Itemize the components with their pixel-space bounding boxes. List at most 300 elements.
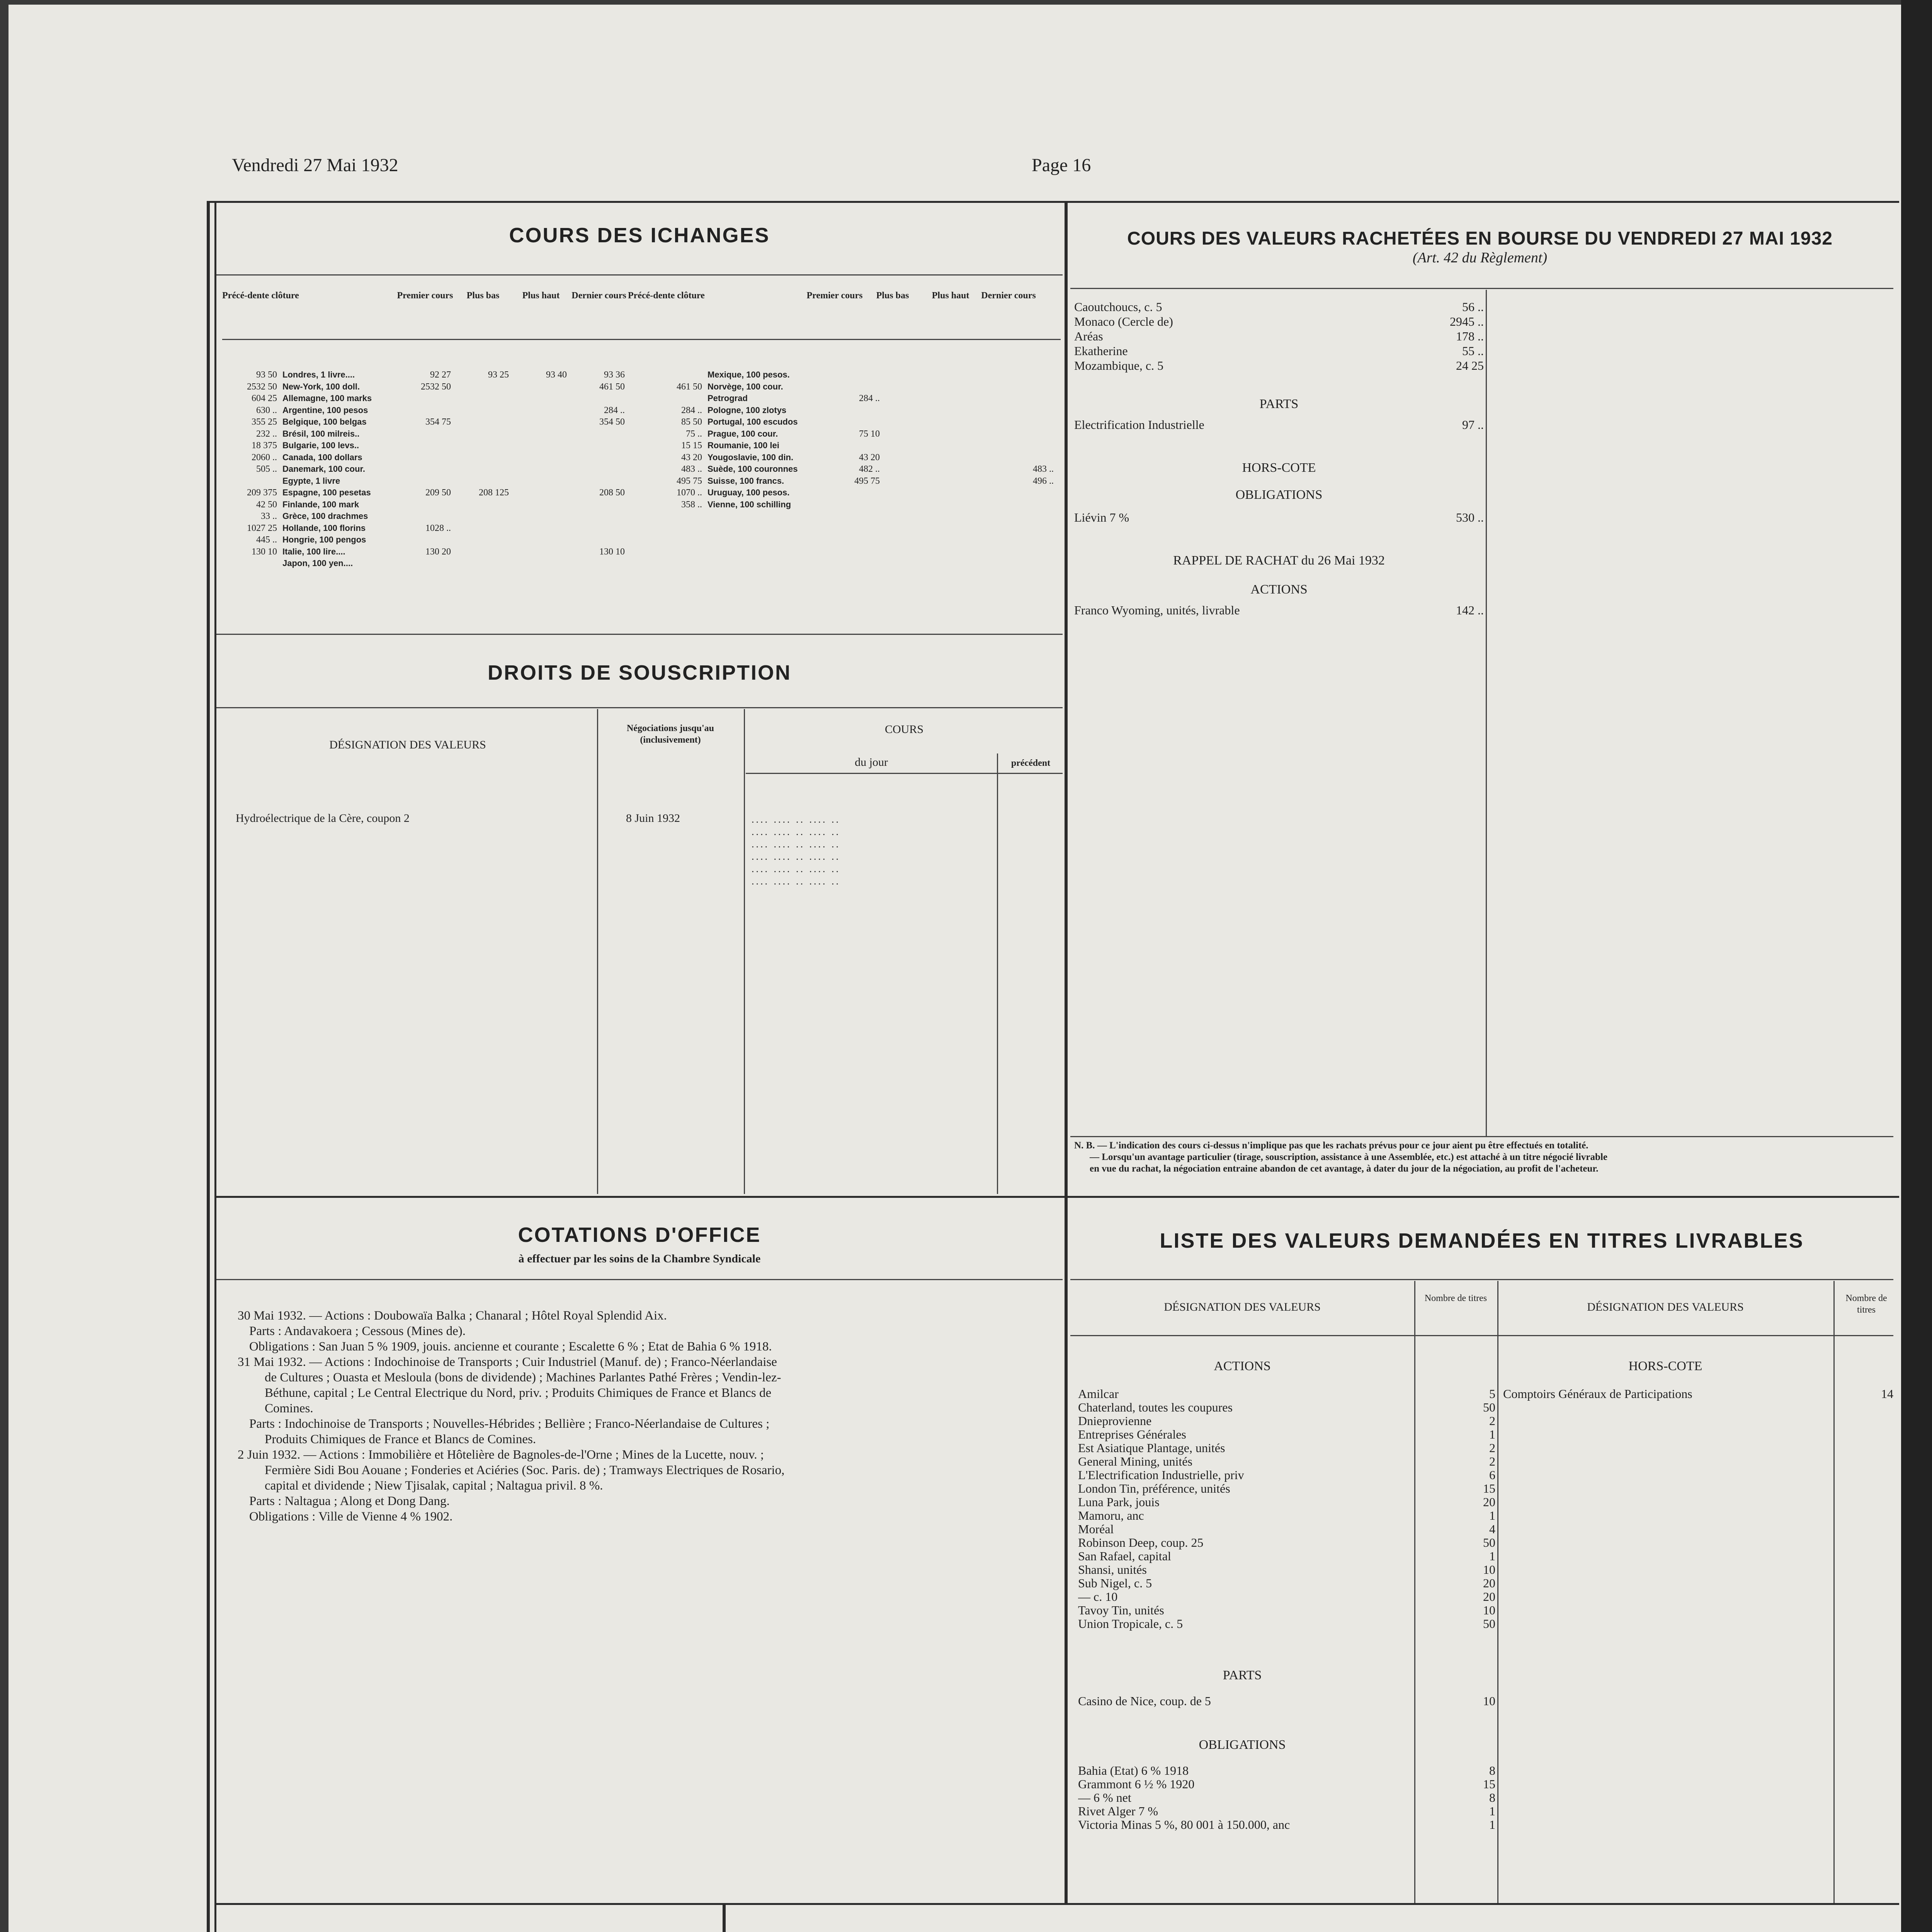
livrables-row-label: Moréal	[1078, 1522, 1114, 1536]
exchange-value	[396, 452, 454, 464]
droits-col-negociations: Négociations jusqu'au (inclusivement)	[626, 723, 714, 745]
livrables-row-value: 2	[1489, 1414, 1495, 1428]
livrables-row-label: Amilcar	[1078, 1387, 1119, 1401]
nb-line-1: N. B. — L'indication des cours ci-dessus n'implique pas que les rachats prévus pour ce jour aient pu être effectués en totalité.	[1074, 1140, 1588, 1151]
exchange-value: 495 75	[854, 476, 880, 486]
section-divider-2	[214, 1903, 1899, 1905]
exchange-value	[999, 381, 1057, 393]
exchange-value	[222, 475, 280, 487]
exchange-value	[647, 369, 705, 381]
livrables-row-label: Entreprises Générales	[1078, 1428, 1186, 1441]
exchange-value: 461 50	[599, 381, 625, 392]
livrables-oblig-heading: OBLIGATIONS	[1199, 1738, 1286, 1752]
exchange-value	[647, 393, 705, 405]
exchange-row	[222, 510, 647, 522]
exchange-currency: Grèce, 100 drachmes	[282, 511, 368, 521]
exchange-value	[396, 405, 454, 417]
exchange-value	[999, 416, 1057, 428]
exchange-currency: Italie, 100 lire....	[282, 546, 345, 556]
livrables-row	[1078, 1482, 1495, 1495]
exchange-currency: Finlande, 100 mark	[282, 499, 359, 509]
livrables-row-label: Mamoru, anc	[1078, 1509, 1144, 1522]
droits-col-du-jour: du jour	[855, 756, 888, 769]
livrables-row	[1078, 1577, 1495, 1590]
exchange-value	[454, 534, 512, 546]
exchange-value	[825, 405, 883, 417]
rachetees-item-label: Ekatherine	[1074, 344, 1128, 358]
changes-left-rows	[222, 369, 647, 570]
exchange-value	[512, 487, 570, 499]
exchange-value	[570, 510, 628, 522]
livrables-row	[1078, 1590, 1495, 1604]
livrables-row-value: 2	[1489, 1454, 1495, 1468]
exchange-currency: Allemagne, 100 marks	[282, 393, 372, 403]
exchange-value: 209 50	[425, 488, 451, 498]
livrables-row-value: 1	[1489, 1509, 1495, 1522]
exchange-currency: Brésil, 100 milreis..	[282, 429, 360, 439]
nb-line-3: en vue du rachat, la négociation entraine abandon de cet avantage, à dater du jour de la négociation, au profit de l'acheteur.	[1090, 1163, 1599, 1174]
livrables-horscote-heading: HORS-COTE	[1628, 1359, 1702, 1373]
livrables-title: LISTE DES VALEURS DEMANDÉES EN TITRES LIVRABLES	[1160, 1229, 1804, 1252]
livrables-row	[1078, 1694, 1495, 1708]
rachetees-rappel-heading: RAPPEL DE RACHAT du 26 Mai 1932	[1173, 553, 1385, 568]
exchange-value	[999, 487, 1057, 499]
exchange-value	[396, 534, 454, 546]
exchange-value: 208 125	[479, 488, 509, 498]
exchange-row	[647, 452, 1061, 464]
livrables-col-nombre-1: Nombre de titres	[1424, 1293, 1487, 1303]
exchange-value	[941, 463, 999, 475]
page-number: Page 16	[1032, 155, 1091, 175]
cotations-line: Comines.	[265, 1401, 313, 1415]
exchange-currency: Japon, 100 yen....	[282, 558, 353, 568]
exchange-value: 43 20	[859, 452, 880, 463]
exchange-value	[570, 499, 628, 511]
exchange-value: 18 375	[252, 440, 277, 451]
scan-edge	[1901, 0, 1932, 1932]
exchange-value: 604 25	[252, 393, 277, 403]
exchange-value: 43 20	[681, 452, 702, 463]
exchange-value	[883, 463, 941, 475]
livrables-row	[1078, 1428, 1495, 1441]
exchange-value	[999, 405, 1057, 417]
exchange-value	[454, 416, 512, 428]
livrables-row-label: L'Electrification Industrielle, priv	[1078, 1468, 1244, 1482]
livrables-col-designation-1: DÉSIGNATION DES VALEURS	[1164, 1301, 1321, 1313]
rachetees-part-label: Electrification Industrielle	[1074, 418, 1204, 432]
exchange-row	[222, 416, 647, 428]
exchange-value	[512, 463, 570, 475]
rachetees-item	[1074, 344, 1484, 358]
exchange-value	[512, 510, 570, 522]
exchange-currency: Suède, 100 couronnes	[707, 464, 798, 474]
livrables-row	[1078, 1387, 1495, 1401]
exchange-currency: Portugal, 100 escudos	[707, 417, 798, 427]
cotations-line: Obligations : Ville de Vienne 4 % 1902.	[249, 1510, 453, 1524]
rachetees-actions-heading: ACTIONS	[1250, 582, 1308, 597]
livrables-row-value: 20	[1483, 1576, 1495, 1590]
cotations-line: 31 Mai 1932. — Actions : Indochinoise de Transports ; Cuir Industriel (Manuf. de) ; Franco-Néerlandaise	[238, 1355, 777, 1369]
exchange-value	[883, 487, 941, 499]
exchange-value: 496 ..	[1033, 476, 1054, 486]
exchange-row	[647, 487, 1061, 499]
exchange-value	[825, 487, 883, 499]
exchange-value: 483 ..	[1033, 464, 1054, 474]
exchange-currency: Roumanie, 100 lei	[707, 440, 779, 450]
droits-vline-1	[597, 709, 598, 1194]
livrables-row-value: 5	[1489, 1387, 1495, 1401]
livrables-row	[1078, 1791, 1495, 1804]
rachetees-item-label: Monaco (Cercle de)	[1074, 315, 1173, 328]
exchange-value: 354 75	[425, 417, 451, 427]
changes-header-row	[222, 282, 1061, 340]
exchange-value	[999, 369, 1057, 381]
exchange-currency: Canada, 100 dollars	[282, 452, 362, 462]
exchange-value	[883, 499, 941, 511]
livrables-row	[1078, 1468, 1495, 1482]
col-prev-close-right: Précé-dente clôture	[628, 291, 705, 301]
exchange-value: 93 40	[546, 370, 567, 380]
exchange-value	[825, 416, 883, 428]
col-last-right: Dernier cours	[981, 291, 1036, 301]
exchange-value: 2060 ..	[252, 452, 277, 463]
cotations-line: 2 Juin 1932. — Actions : Immobilière et Hôtelière de Bagnoles-de-l'Orne ; Mines de la Lucette, nouv. ;	[238, 1448, 764, 1462]
rachetees-nb-rule	[1070, 1136, 1893, 1137]
rachetees-action	[1074, 603, 1484, 617]
exchange-value	[999, 440, 1057, 452]
exchange-value	[396, 463, 454, 475]
exchange-currency: Vienne, 100 schilling	[707, 499, 791, 509]
exchange-value	[570, 393, 628, 405]
rachetees-item-label: Aréas	[1074, 329, 1103, 343]
livrables-row	[1078, 1536, 1495, 1549]
exchange-value: 355 25	[252, 417, 277, 427]
livrables-row-value: 15	[1483, 1777, 1495, 1791]
rachetees-title: COURS DES VALEURS RACHETÉES EN BOURSE DU VENDREDI 27 MAI 1932	[1127, 228, 1833, 249]
exchange-value	[454, 499, 512, 511]
livrables-obligations	[1078, 1764, 1495, 1832]
exchange-value: 482 ..	[859, 464, 880, 474]
exchange-value: 505 ..	[256, 464, 277, 474]
livrables-row	[1078, 1455, 1495, 1468]
rachetees-obligations	[1074, 510, 1484, 525]
livrables-row	[1078, 1804, 1495, 1818]
exchange-value	[570, 428, 628, 440]
exchange-row	[222, 534, 647, 546]
exchange-value: 1027 25	[247, 523, 277, 533]
exchange-value: 232 ..	[256, 429, 277, 439]
exchange-row	[222, 393, 647, 405]
changes-rule	[216, 274, 1063, 276]
changes-table	[222, 282, 1061, 630]
cotations-line: Fermière Sidi Bou Aouane ; Fonderies et Aciéries (Soc. Paris. de) ; Tramways Electriques de Rosario,	[265, 1463, 785, 1477]
exchange-value	[883, 428, 941, 440]
exchange-row	[647, 499, 1061, 511]
exchange-row	[222, 546, 647, 558]
exchange-value	[454, 475, 512, 487]
livrables-row-label: — 6 % net	[1078, 1791, 1131, 1804]
livrables-row-value: 1	[1489, 1549, 1495, 1563]
rachetees-part	[1074, 417, 1484, 432]
rachetees-rule	[1070, 288, 1893, 289]
exchange-row	[222, 487, 647, 499]
exchange-value	[883, 369, 941, 381]
livrables-rule-top	[1070, 1279, 1893, 1280]
livrables-row-label: Chaterland, toutes les coupures	[1078, 1401, 1233, 1414]
exchange-value	[570, 558, 628, 570]
exchange-value: 209 375	[247, 488, 277, 498]
exchange-value: 284 ..	[604, 405, 625, 415]
exchange-row	[647, 381, 1061, 393]
exchange-value: 42 50	[256, 499, 277, 510]
livrables-row-value: 20	[1483, 1495, 1495, 1509]
droits-col-designation: DÉSIGNATION DES VALEURS	[329, 738, 486, 751]
livrables-row	[1078, 1764, 1495, 1777]
livrables-row	[1503, 1387, 1893, 1401]
cotations-rule	[216, 1279, 1063, 1280]
rachetees-actions	[1074, 603, 1484, 617]
exchange-value	[825, 440, 883, 452]
exchange-value	[941, 405, 999, 417]
frame-top	[207, 201, 1899, 203]
exchange-value	[570, 522, 628, 534]
livrables-actions-heading: ACTIONS	[1214, 1359, 1271, 1373]
exchange-value	[883, 416, 941, 428]
column-divider-top	[1065, 201, 1068, 1905]
exchange-value: 495 75	[677, 476, 702, 486]
exchange-row	[647, 393, 1061, 405]
cotations-title: COTATIONS D'OFFICE	[518, 1223, 761, 1247]
exchange-currency: Belgique, 100 belgas	[282, 417, 367, 427]
exchange-value	[512, 428, 570, 440]
livrables-row	[1078, 1617, 1495, 1631]
livrables-row-value: 4	[1489, 1522, 1495, 1536]
col-high-right: Plus haut	[932, 291, 969, 301]
exchange-value: 93 50	[256, 370, 277, 380]
exchange-value	[825, 499, 883, 511]
exchange-row	[647, 463, 1061, 475]
livrables-row-label: Shansi, unités	[1078, 1563, 1147, 1577]
livrables-row	[1078, 1522, 1495, 1536]
exchange-row	[222, 499, 647, 511]
livrables-col-designation-2: DÉSIGNATION DES VALEURS	[1587, 1301, 1744, 1313]
exchange-value	[570, 475, 628, 487]
livrables-row	[1078, 1401, 1495, 1414]
droits-rule-top	[216, 707, 1063, 708]
exchange-currency: Prague, 100 cour.	[707, 429, 778, 439]
exchange-value	[454, 393, 512, 405]
cotations-line: Béthune, capital ; Le Central Electrique du Nord, priv. ; Produits Chimiques de France et Blancs de	[265, 1386, 772, 1400]
exchange-value	[941, 381, 999, 393]
exchange-value	[454, 510, 512, 522]
droits-row-designation: Hydroélectrique de la Cère, coupon 2	[236, 812, 410, 825]
livrables-row-label: Dnieprovienne	[1078, 1414, 1152, 1428]
exchange-row	[222, 440, 647, 452]
exchange-value	[396, 440, 454, 452]
col-low-left: Plus bas	[466, 291, 500, 301]
exchange-value	[825, 381, 883, 393]
rachetees-part-value: 97 ..	[1462, 418, 1484, 432]
livrables-row-value: 15	[1483, 1481, 1495, 1495]
exchange-value	[396, 475, 454, 487]
cotations-line: Parts : Andavakoera ; Cessous (Mines de).	[249, 1324, 466, 1338]
cotations-line: Parts : Naltagua ; Along et Dong Dang.	[249, 1494, 450, 1508]
exchange-value	[512, 499, 570, 511]
cotations-line: 30 Mai 1932. — Actions : Doubowaïa Balka ; Chanaral ; Hôtel Royal Splendid Aix.	[238, 1309, 667, 1323]
exchange-value	[396, 510, 454, 522]
exchange-value: 75 ..	[686, 429, 702, 439]
rachetees-item-value: 24 25	[1456, 359, 1484, 372]
rachetees-parts	[1074, 417, 1484, 432]
livrables-row-value: 50	[1483, 1400, 1495, 1414]
rachetees-oblig-value: 530 ..	[1456, 510, 1484, 524]
column-divider-bottom	[723, 1905, 726, 1932]
exchange-currency: Londres, 1 livre....	[282, 370, 355, 379]
exchange-value	[396, 499, 454, 511]
rachetees-item-value: 55 ..	[1462, 344, 1484, 358]
exchange-value	[941, 369, 999, 381]
livrables-row-label: Robinson Deep, coup. 25	[1078, 1536, 1204, 1549]
livrables-row	[1078, 1604, 1495, 1617]
rachetees-oblig	[1074, 510, 1484, 525]
cotations-line: Produits Chimiques de France et Blancs de Comines.	[265, 1432, 536, 1446]
rachetees-item-value: 56 ..	[1462, 300, 1484, 314]
exchange-row	[647, 440, 1061, 452]
exchange-value: 92 27	[430, 370, 451, 380]
exchange-value	[512, 546, 570, 558]
exchange-currency: New-York, 100 doll.	[282, 381, 360, 391]
exchange-value	[454, 440, 512, 452]
exchange-value	[512, 452, 570, 464]
livrables-row	[1078, 1495, 1495, 1509]
page-date: Vendredi 27 Mai 1932	[232, 155, 398, 175]
livrables-row-value: 10	[1483, 1563, 1495, 1577]
exchange-row	[647, 475, 1061, 487]
livrables-row-value: 10	[1483, 1694, 1495, 1708]
droits-col-precedent: précédent	[1011, 758, 1051, 768]
exchange-value	[454, 405, 512, 417]
col-prev-close-left: Précé-dente clôture	[222, 291, 299, 301]
exchange-value: 130 10	[252, 546, 277, 557]
livrables-row-label: Union Tropicale, c. 5	[1078, 1617, 1183, 1631]
livrables-row-value: 20	[1483, 1590, 1495, 1604]
livrables-row-label: Est Asiatique Plantage, unités	[1078, 1441, 1225, 1455]
exchange-value	[883, 475, 941, 487]
col-first-right: Premier cours	[806, 291, 863, 301]
livrables-row	[1078, 1818, 1495, 1832]
exchange-value	[396, 393, 454, 405]
rachetees-items	[1074, 299, 1484, 373]
exchange-value	[999, 499, 1057, 511]
livrables-row-label: Tavoy Tin, unités	[1078, 1604, 1164, 1617]
exchange-value: 1028 ..	[425, 523, 451, 533]
exchange-value	[396, 558, 454, 570]
exchange-value: 2532 50	[247, 381, 277, 392]
exchange-value	[883, 381, 941, 393]
exchange-value: 208 50	[599, 488, 625, 498]
livrables-row-label: — c. 10	[1078, 1590, 1118, 1604]
rachetees-item	[1074, 329, 1484, 344]
livrables-actions	[1078, 1387, 1495, 1631]
livrables-row-value: 14	[1881, 1387, 1893, 1401]
droits-vline-2	[744, 709, 745, 1194]
exchange-value	[883, 452, 941, 464]
exchange-value	[454, 452, 512, 464]
exchange-value	[454, 558, 512, 570]
exchange-value	[570, 534, 628, 546]
rachetees-horscote-heading: HORS-COTE	[1242, 461, 1316, 475]
exchange-value	[883, 405, 941, 417]
livrables-row-label: Grammont 6 ½ % 1920	[1078, 1777, 1195, 1791]
exchange-value: 445 ..	[256, 535, 277, 545]
livrables-row-value: 6	[1489, 1468, 1495, 1482]
exchange-value	[570, 452, 628, 464]
exchange-currency: Norvège, 100 cour.	[707, 381, 783, 391]
droits-rule-cours	[746, 773, 1063, 774]
col-low-right: Plus bas	[876, 291, 909, 301]
changes-right-rows	[647, 369, 1061, 510]
exchange-value	[222, 558, 280, 570]
exchange-value	[512, 440, 570, 452]
exchange-currency: Suisse, 100 francs.	[707, 476, 784, 486]
exchange-value	[454, 381, 512, 393]
exchange-row	[222, 475, 647, 487]
exchange-value	[999, 393, 1057, 405]
droits-row-date: 8 Juin 1932	[626, 812, 680, 825]
exchange-value	[941, 499, 999, 511]
exchange-value	[825, 369, 883, 381]
livrables-parts-heading: PARTS	[1223, 1668, 1262, 1682]
exchange-value	[512, 534, 570, 546]
livrables-row	[1078, 1563, 1495, 1577]
exchange-currency: Yougoslavie, 100 din.	[707, 452, 794, 462]
exchange-currency: Danemark, 100 cour.	[282, 464, 366, 474]
exchange-value	[396, 428, 454, 440]
exchange-value	[454, 546, 512, 558]
livrables-row-value: 50	[1483, 1617, 1495, 1631]
exchange-currency: Uruguay, 100 pesos.	[707, 488, 790, 497]
cotations-line: de Cultures ; Ouasta et Mesloula (bons de dividende) ; Machines Parlantes Pathé Frères ; Vendin-lez-	[265, 1371, 781, 1384]
exchange-currency: Bulgarie, 100 levs..	[282, 440, 359, 450]
exchange-row	[222, 522, 647, 534]
cotations-line: capital et dividende ; Niew Tjisalak, capital ; Naltagua privil. 8 %.	[265, 1479, 603, 1493]
changes-bottom-rule	[216, 634, 1063, 635]
livrables-row-value: 1	[1489, 1804, 1495, 1818]
exchange-value: 1070 ..	[677, 488, 702, 498]
exchange-value	[999, 428, 1057, 440]
exchange-value: 354 50	[599, 417, 625, 427]
exchange-value: 483 ..	[681, 464, 702, 474]
livrables-row-value: 2	[1489, 1441, 1495, 1455]
exchange-value	[941, 416, 999, 428]
exchange-row	[222, 369, 647, 381]
exchange-row	[222, 405, 647, 417]
exchange-value	[512, 522, 570, 534]
exchange-value: 630 ..	[256, 405, 277, 415]
rachetees-action-label: Franco Wyoming, unités, livrable	[1074, 603, 1240, 617]
exchange-value	[941, 452, 999, 464]
droits-title: DROITS DE SOUSCRIPTION	[487, 661, 792, 684]
exchange-value	[512, 558, 570, 570]
exchange-value	[512, 475, 570, 487]
exchange-currency: Egypte, 1 livre	[282, 476, 340, 486]
rachetees-item-value: 2945 ..	[1450, 315, 1484, 328]
frame-left	[207, 201, 210, 1932]
exchange-value: 15 15	[681, 440, 702, 451]
rachetees-parts-heading: PARTS	[1259, 397, 1299, 411]
livrables-row-value: 8	[1489, 1791, 1495, 1804]
exchange-value	[883, 440, 941, 452]
